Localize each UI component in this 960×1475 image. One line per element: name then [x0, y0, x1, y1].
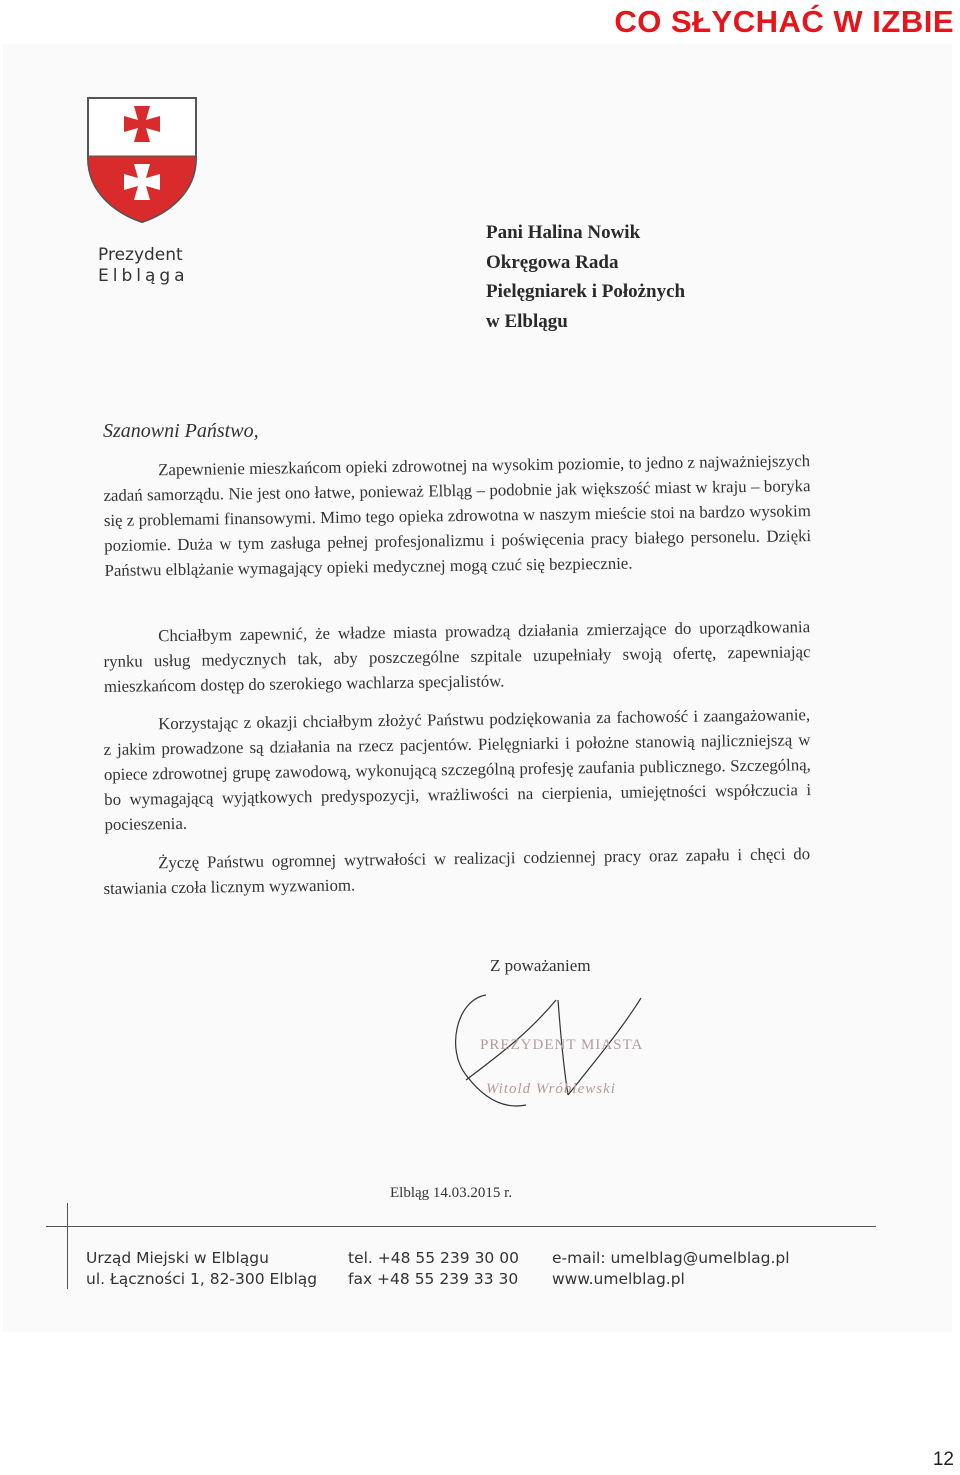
recipient-org-line1: Okręgowa Rada: [486, 251, 619, 273]
salutation: Szanowni Państwo,: [103, 420, 259, 442]
footer-street: ul. Łączności 1, 82-300 Elbląg: [86, 1270, 318, 1288]
letter-paragraph: Zapewnienie mieszkańcom opieki zdrowotnej na wysokim poziomie, to jedno z najważniejszych zadań samorządu. Nie jest ono łatwe, ponieważ Elbląg – podobnie jak większość miast w kraju – boryka się z problemami finansowymi. Mimo tego opieka zdrowotna w naszym mieście stoi na bardzo wysokim poziomie. Duża w tym zasługa pełnej profesjonalizmu i poświęcenia pracy białego personelu. Dzięki Państwu elblążanie wymagający opieki medycznej mogą czuć się bezpiecznie.: [103, 451, 812, 580]
stamp-name: Witold Wróblewski: [486, 1081, 616, 1097]
recipient-city: w Elblągu: [486, 310, 568, 332]
city-coat-of-arms-icon: [86, 96, 198, 224]
letter-paragraph: Życzę Państwu ogromnej wytrwałości w realizacji codziennej pracy oraz zapału i chęci do stawiania czoła licznym wyzwaniom.: [103, 844, 811, 898]
footer-website: www.umelblag.pl: [552, 1270, 685, 1288]
footer-email: e-mail: umelblag@umelblag.pl: [552, 1249, 790, 1267]
footer-divider: [46, 1226, 876, 1227]
closing-phrase: Z poważaniem: [490, 956, 591, 975]
letter-paragraph: Korzystając z okazji chciałbym złożyć Państwu podziękowania za fachowość i zaangażowanie, z jakim prowadzone są działania na rzecz pacjentów. Pielęgniarki i położne stanowią najliczniejszą w opiece zdrowotnej grupę zawodową, wykonującą szczególną profesję zaufania publicznego. Szczególną, bo wymagającą wyjątkowych predyspozycji, wrażliwości na cierpienia, umiejętności współczucia i pocieszenia.: [103, 705, 812, 834]
stamp-title: PREZYDENT MIASTA: [480, 1037, 644, 1053]
issuer-title: Prezydent: [98, 245, 183, 265]
signature-stamp: [446, 990, 666, 1115]
footer-web-block: [552, 1248, 790, 1290]
footer-address-block: [86, 1248, 317, 1290]
letter-paragraph: Chciałbym zapewnić, że władze miasta prowadzą działania zmierzające do uporządkowania rynku usług medycznych tak, aby poszczególne szpitale uzupełniały swoją ofertę, zapewniając mieszkańcom dostęp do szerokiego wachlarza specjalistów.: [103, 617, 811, 696]
issuer-block: [98, 245, 189, 287]
recipient-address: [486, 218, 685, 336]
recipient-name: Pani Halina Nowik: [486, 222, 641, 243]
page-header-title: CO SŁYCHAĆ W IZBIE: [614, 4, 954, 39]
issuer-city: Elbląga: [98, 266, 189, 286]
recipient-org-line2: Pielęgniarek i Położnych: [486, 281, 686, 302]
footer-vertical-rule: [67, 1203, 68, 1289]
letter-date: Elbląg 14.03.2015 r.: [390, 1185, 513, 1201]
footer-phone-block: [348, 1248, 519, 1290]
footer-tel: tel. +48 55 239 30 00: [348, 1249, 519, 1267]
page-number: 12: [932, 1449, 954, 1470]
footer-fax: fax +48 55 239 33 30: [348, 1270, 519, 1288]
footer-office: Urząd Miejski w Elblągu: [86, 1249, 269, 1267]
